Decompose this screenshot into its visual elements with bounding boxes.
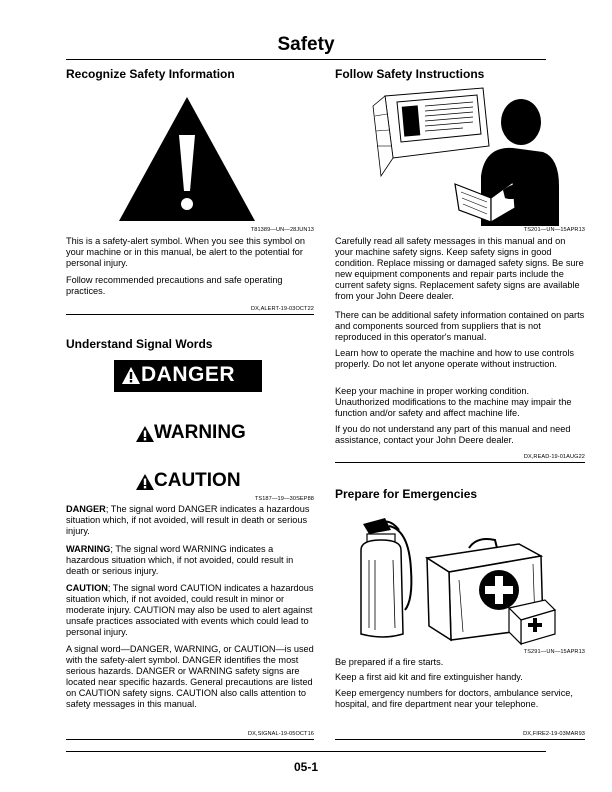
doc-ref: DX,ALERT-19-03OCT22 [250,306,314,312]
caution-signal-sign [136,468,266,496]
paragraph: Keep your machine in proper working condition. Unauthorized modifications to the machine may impair the function and/or safety and affect machine life. [335,386,572,418]
section-divider [335,462,585,463]
figure-ref: TS291—UN—15APR13 [523,649,585,655]
term-warning: WARNING [66,544,111,554]
footer-rule [66,751,546,752]
paragraph-warning [66,544,314,577]
section-divider [66,314,314,315]
doc-ref: DX,FIRE2-19-03MAR93 [523,731,585,737]
figure-ref: T81389—UN—28JUN13 [250,227,314,233]
person-reading-manual-illustration [363,86,563,226]
section-heading-recognize-safety: Recognize Safety Information [66,67,235,81]
paragraph: Be prepared if a fire starts. [335,657,444,667]
paragraph: Carefully read all safety messages in this manual and on your machine safety signs. Keep safety signs in good condition. Replace missing or damaged safety signs. Be sure new equipment components and repair parts include the current safety signs. Replacement safety signs are available from your John Deere dealer. [335,236,584,301]
warning-signal-sign [136,420,266,448]
safety-alert-triangle-icon [117,93,257,223]
term-danger: DANGER [66,504,106,514]
term-caution: CAUTION [66,583,108,593]
section-heading-follow-instructions: Follow Safety Instructions [335,67,485,81]
header-rule [66,59,546,60]
paragraph: If you do not understand any part of this manual and need assistance, contact your John Deere dealer. [335,424,571,445]
paragraph-danger [66,504,314,537]
caution-alert-icon [136,474,154,490]
definition-warning: ; The signal word WARNING indicates a hazardous situation which, if not avoided, could result in death or serious injury. [66,544,294,576]
paragraph: There can be additional safety information contained on parts and components sourced from suppliers that is not reproduced in this operator's manual. [335,310,585,342]
doc-ref: DX,READ-19-01AUG22 [523,454,585,460]
page-title: Safety [277,34,335,55]
fire-extinguisher-first-aid-illustration [339,510,559,645]
figure-ref: TS201—UN—15APR13 [523,227,585,233]
doc-ref: DX,SIGNAL-19-05OCT16 [247,731,314,737]
danger-signal-word: DANGER [141,363,236,386]
warning-signal-word: WARNING [154,422,246,443]
section-divider [66,739,314,740]
danger-alert-icon [122,367,140,384]
figure-ref: TS187—19—30SEP88 [254,496,314,502]
paragraph-caution [66,583,314,638]
warning-alert-icon [136,426,154,442]
page-number: 05-1 [293,760,319,774]
paragraph: Learn how to operate the machine and how to use controls properly. Do not let anyone operate without instruction. [335,348,575,369]
paragraph: Follow recommended precautions and safe operating practices. [66,275,283,296]
section-heading-signal-words: Understand Signal Words [66,337,213,351]
definition-caution: ; The signal word CAUTION indicates a hazardous situation which, if not avoided, could result in minor or moderate injury. CAUTION may also be used to alert against unsafe practices associated with events which could lead to personal injury. [66,583,314,637]
caution-signal-word: CAUTION [154,470,241,491]
section-heading-prepare-emergencies: Prepare for Emergencies [335,487,478,501]
paragraph: A signal word—DANGER, WARNING, or CAUTION—is used with the safety-alert symbol. DANGER identifies the most serious hazards. DANGER or WARNING safety signs are located near specific hazards. General precautions are listed on CAUTION safety signs. CAUTION also calls attention to safety messages in this manual. [66,644,314,709]
danger-signal-sign [114,360,262,392]
paragraph: This is a safety-alert symbol. When you see this symbol on your machine or in this manual, be alert to the potential for personal injury. [66,236,305,268]
section-divider [335,739,585,740]
paragraph: Keep a first aid kit and fire extinguisher handy. [335,672,523,682]
definition-danger: ; The signal word DANGER indicates a hazardous situation which, if not avoided, will result in death or serious injury. [66,504,310,536]
paragraph: Keep emergency numbers for doctors, ambulance service, hospital, and fire department near your telephone. [335,688,573,709]
